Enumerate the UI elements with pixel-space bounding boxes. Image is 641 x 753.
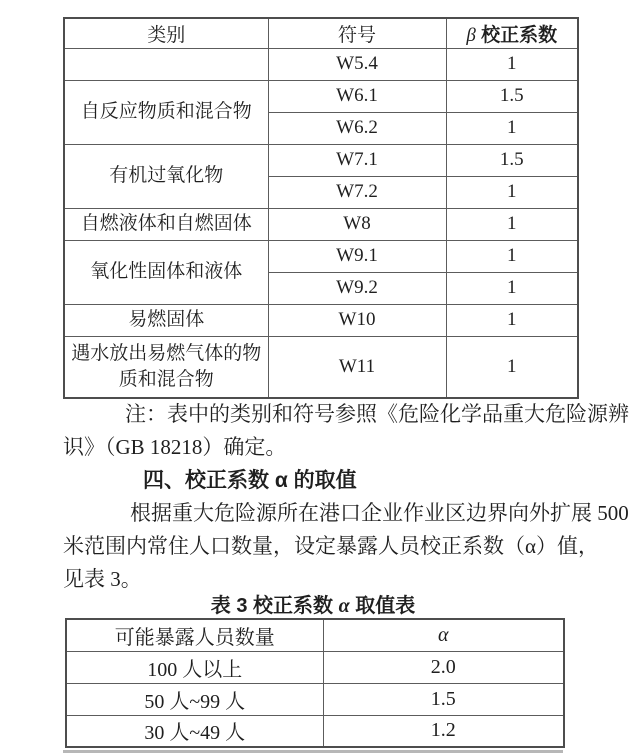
table-header-row <box>66 619 564 651</box>
header-exposed-population: 可能暴露人员数量 <box>66 619 323 651</box>
alpha-correction-table <box>65 618 565 748</box>
beta-cell: 1 <box>446 48 578 80</box>
table3-caption-suffix: 取值表 <box>349 595 416 617</box>
table-header-row <box>64 18 578 48</box>
header-alpha: α <box>323 619 564 651</box>
beta-cell: 1.5 <box>446 144 578 176</box>
alpha-cell: 2.0 <box>323 651 564 683</box>
note-line-2: 识》（GB 18218）确定。 <box>63 435 287 459</box>
header-beta-factor <box>446 18 578 48</box>
category-cell: 遇水放出易燃气体的物质和混合物 <box>64 336 268 398</box>
beta-cell: 1.5 <box>446 80 578 112</box>
table3-caption <box>63 589 563 618</box>
table-row <box>66 651 564 683</box>
beta-cell: 1 <box>446 304 578 336</box>
category-cell: 易燃固体 <box>64 304 268 336</box>
beta-cell: 1 <box>446 336 578 398</box>
table-row <box>64 144 578 176</box>
body-text-block <box>63 398 629 596</box>
table-row <box>64 48 578 80</box>
category-cell: 有机过氧化物 <box>64 144 268 208</box>
header-symbol: 符号 <box>268 18 446 48</box>
symbol-cell: W9.1 <box>268 240 446 272</box>
alpha-cell: 1.5 <box>323 683 564 715</box>
section-heading: 四、校正系数 α 的取值 <box>143 469 357 492</box>
alpha-cell: 1.2 <box>323 715 564 747</box>
symbol-cell: W10 <box>268 304 446 336</box>
beta-cell: 1 <box>446 240 578 272</box>
beta-symbol: β <box>466 24 476 46</box>
table-row <box>64 80 578 112</box>
table-row <box>64 240 578 272</box>
table-row <box>64 208 578 240</box>
paragraph-line-1: 根据重大危险源所在港口企业作业区边界向外扩展 500 <box>130 501 629 525</box>
beta-cell: 1 <box>446 112 578 144</box>
note-line-1: 注：表中的类别和符号参照《危险化学品重大危险源辨 <box>125 402 629 426</box>
beta-cell: 1 <box>446 208 578 240</box>
symbol-cell: W7.1 <box>268 144 446 176</box>
population-cell: 50 人~99 人 <box>66 683 323 715</box>
table-row <box>66 683 564 715</box>
table-row <box>64 336 578 398</box>
category-cell: 自反应物质和混合物 <box>64 80 268 144</box>
alpha-symbol: α <box>338 595 350 617</box>
table-row <box>64 304 578 336</box>
symbol-cell: W8 <box>268 208 446 240</box>
symbol-cell: W5.4 <box>268 48 446 80</box>
symbol-cell: W7.2 <box>268 176 446 208</box>
population-cell: 100 人以上 <box>66 651 323 683</box>
symbol-cell: W11 <box>268 336 446 398</box>
category-cell <box>64 48 268 80</box>
symbol-cell: W6.1 <box>268 80 446 112</box>
table-row <box>66 715 564 747</box>
paragraph-line-3: 见表 3。 <box>63 567 142 591</box>
beta-correction-table <box>63 17 579 399</box>
category-cell: 氧化性固体和液体 <box>64 240 268 304</box>
symbol-cell: W6.2 <box>268 112 446 144</box>
paragraph-line-2: 米范围内常住人口数量，设定暴露人员校正系数（α）值， <box>63 534 600 558</box>
symbol-cell: W9.2 <box>268 272 446 304</box>
beta-label: 校正系数 <box>475 24 558 46</box>
population-cell: 30 人~49 人 <box>66 715 323 747</box>
category-cell: 自燃液体和自燃固体 <box>64 208 268 240</box>
beta-cell: 1 <box>446 176 578 208</box>
table3-caption-prefix: 表 3 校正系数 <box>210 595 339 617</box>
header-category: 类别 <box>64 18 268 48</box>
beta-cell: 1 <box>446 272 578 304</box>
